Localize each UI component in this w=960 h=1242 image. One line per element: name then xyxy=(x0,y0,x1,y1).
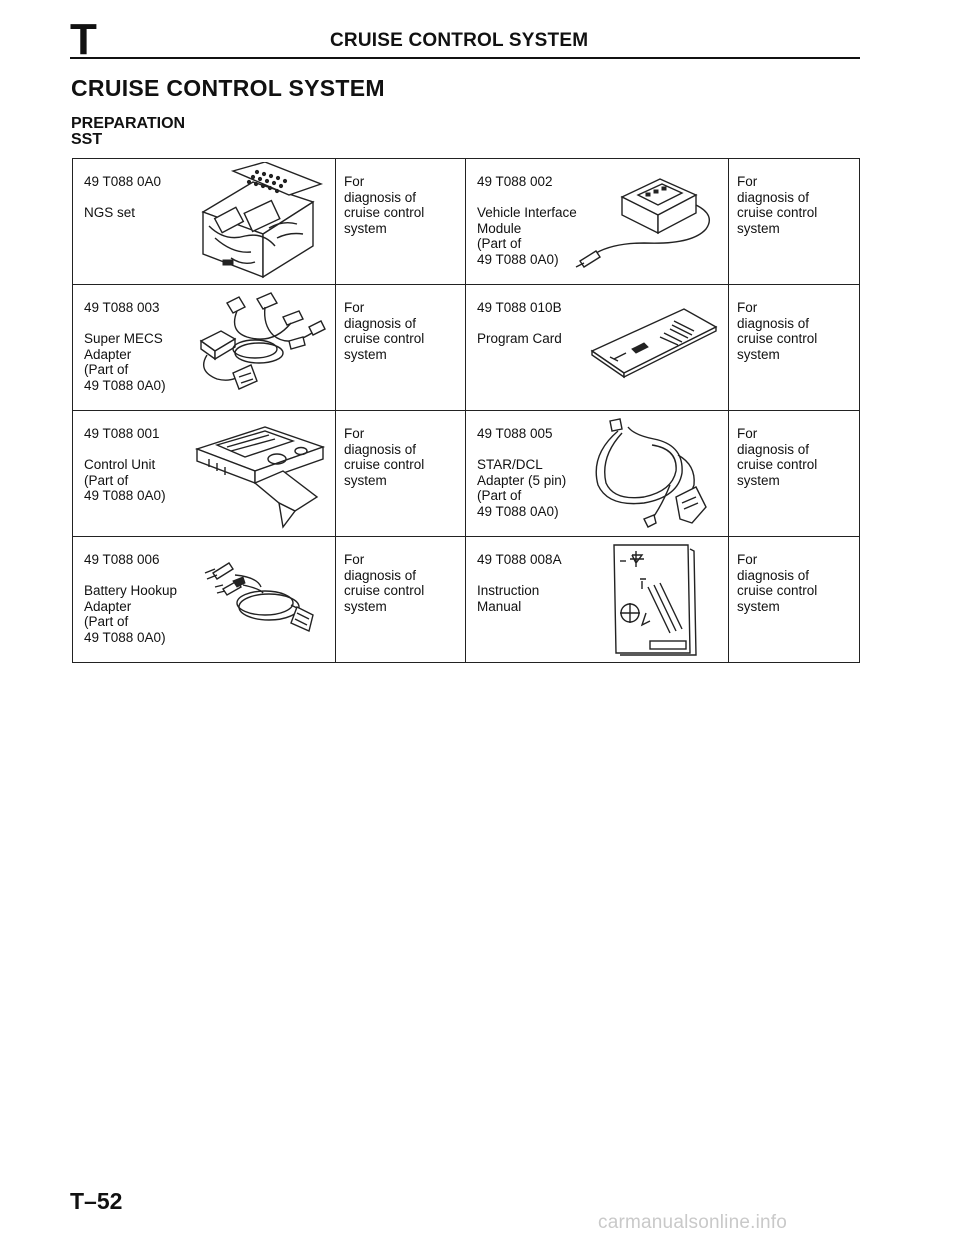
table-row xyxy=(73,411,860,537)
page-title: CRUISE CONTROL SYSTEM xyxy=(71,75,385,101)
instruction-manual-icon xyxy=(606,541,726,659)
tool-cell xyxy=(466,159,729,285)
tool-number: 49 T088 005 xyxy=(477,426,553,441)
tool-cell xyxy=(466,411,729,537)
tool-number: 49 T088 002 xyxy=(477,174,553,189)
tool-purpose: For diagnosis of cruise control system xyxy=(344,300,425,362)
purpose-cell xyxy=(336,285,466,411)
tool-number: 49 T088 008A xyxy=(477,552,562,567)
watermark: carmanualsonline.info xyxy=(598,1212,788,1233)
tool-purpose: For diagnosis of cruise control system xyxy=(344,552,425,614)
tool-purpose: For diagnosis of cruise control system xyxy=(737,174,818,236)
tool-name: NGS set xyxy=(84,205,136,221)
sst-heading: SST xyxy=(71,131,103,148)
table-row xyxy=(73,285,860,411)
battery-hookup-adapter-icon xyxy=(191,555,331,651)
table-row xyxy=(73,159,860,285)
tool-purpose: For diagnosis of cruise control system xyxy=(737,426,818,488)
tool-cell xyxy=(73,537,336,663)
tool-number: 49 T088 010B xyxy=(477,300,562,315)
super-mecs-adapter-icon xyxy=(193,291,331,403)
ngs-set-case-icon xyxy=(185,162,333,279)
tool-number: 49 T088 006 xyxy=(84,552,160,567)
purpose-cell xyxy=(336,537,466,663)
tool-cell xyxy=(466,285,729,411)
tool-cell xyxy=(466,537,729,663)
purpose-cell xyxy=(729,537,860,663)
page-number: T–52 xyxy=(70,1188,123,1214)
preparation-heading: PREPARATION xyxy=(71,115,186,132)
tool-cell xyxy=(73,159,336,285)
tool-name: STAR/DCL Adapter (5 pin) (Part of 49 T088 0A0) xyxy=(477,457,567,519)
tool-number: 49 T088 003 xyxy=(84,300,160,315)
tool-name: Super MECS Adapter (Part of 49 T088 0A0) xyxy=(84,331,166,393)
vehicle-interface-module-icon xyxy=(574,171,724,279)
purpose-cell xyxy=(729,159,860,285)
header-rule xyxy=(70,57,860,59)
purpose-cell xyxy=(729,411,860,537)
tool-name: Vehicle Interface Module (Part of 49 T088 0A0) xyxy=(477,205,577,267)
tool-purpose: For diagnosis of cruise control system xyxy=(344,174,425,236)
tool-number: 49 T088 0A0 xyxy=(84,174,162,189)
table-row xyxy=(73,537,860,663)
program-card-icon xyxy=(584,303,724,387)
tool-name: Battery Hookup Adapter (Part of 49 T088 0A0) xyxy=(84,583,178,645)
tool-purpose: For diagnosis of cruise control system xyxy=(344,426,425,488)
sst-table xyxy=(72,158,860,663)
tool-purpose: For diagnosis of cruise control system xyxy=(737,552,818,614)
tool-name: Control Unit (Part of 49 T088 0A0) xyxy=(84,457,166,504)
tool-purpose: For diagnosis of cruise control system xyxy=(737,300,818,362)
tool-name: Instruction Manual xyxy=(477,583,540,614)
purpose-cell xyxy=(336,411,466,537)
purpose-cell xyxy=(729,285,860,411)
star-dcl-adapter-icon xyxy=(578,415,724,531)
tool-name: Program Card xyxy=(477,331,562,347)
tool-number: 49 T088 001 xyxy=(84,426,160,441)
running-header-title: CRUISE CONTROL SYSTEM xyxy=(330,30,589,51)
section-letter: T xyxy=(70,15,97,64)
control-unit-icon xyxy=(183,419,333,531)
tool-cell xyxy=(73,411,336,537)
purpose-cell xyxy=(336,159,466,285)
tool-cell xyxy=(73,285,336,411)
